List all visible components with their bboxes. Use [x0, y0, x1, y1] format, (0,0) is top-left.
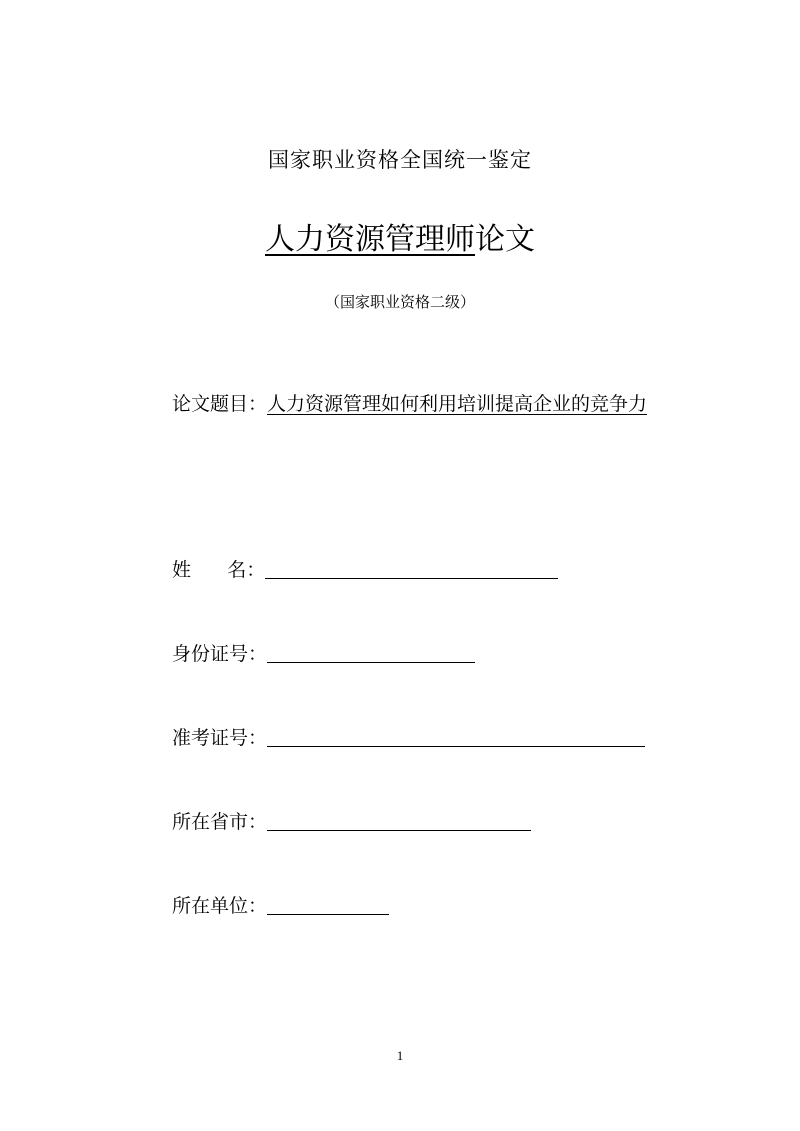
id-field-row — [172, 641, 475, 667]
subtitle: （国家职业资格二级） — [324, 293, 475, 311]
exam-id-label: 准考证号： — [172, 727, 268, 749]
main-title — [0, 214, 800, 258]
exam-id-blank-line[interactable] — [267, 746, 645, 747]
province-blank-line[interactable] — [267, 830, 531, 831]
workplace-label: 所在单位： — [172, 895, 268, 917]
name-label: 姓 名： — [172, 559, 266, 581]
main-title-rest: 论文 — [475, 222, 535, 257]
workplace-field-row — [172, 893, 389, 919]
exam-id-field-row — [172, 725, 645, 751]
id-label: 身份证号： — [172, 643, 268, 665]
topic-row — [172, 389, 647, 416]
main-title-underlined: 人力资源管理师 — [265, 222, 475, 257]
top-heading: 国家职业资格全国统一鉴定 — [268, 148, 532, 172]
province-label: 所在省市： — [172, 811, 268, 833]
name-blank-line[interactable] — [265, 578, 558, 579]
topic-label: 论文题目： — [172, 393, 268, 415]
topic-value: 人力资源管理如何利用培训提高企业的竞争力 — [267, 393, 648, 415]
id-blank-line[interactable] — [267, 662, 475, 663]
name-field-row — [172, 557, 558, 583]
workplace-blank-line[interactable] — [267, 914, 389, 915]
province-field-row — [172, 809, 531, 835]
page-number: 1 — [396, 1048, 404, 1063]
